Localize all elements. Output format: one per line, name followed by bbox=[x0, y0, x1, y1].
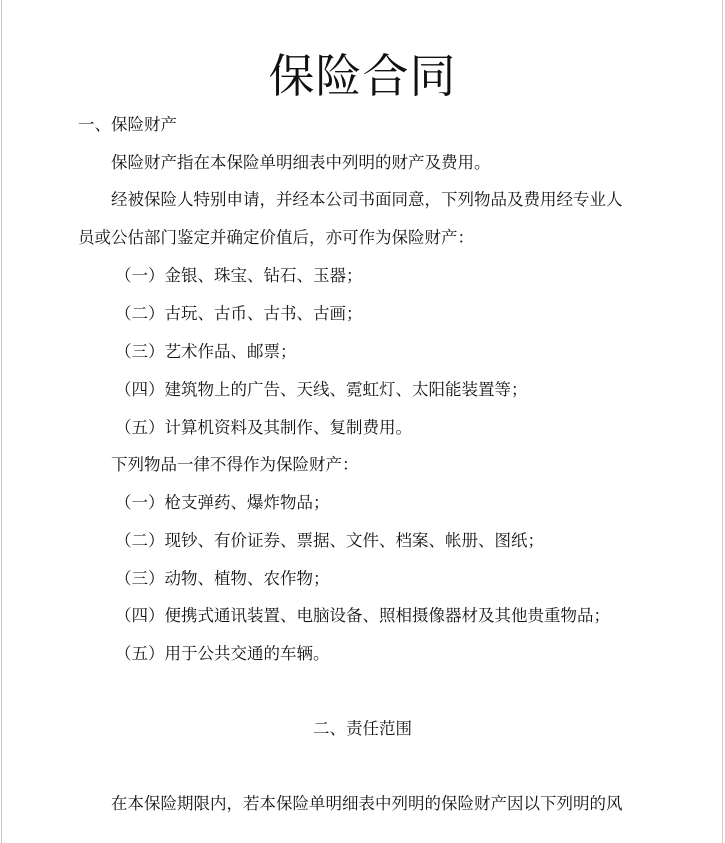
list-item-excluded-1: （一）枪支弹药、爆炸物品； bbox=[115, 493, 330, 512]
list-item-included-1: （一）金银、珠宝、钻石、玉器； bbox=[115, 266, 363, 285]
list-item-excluded-5: （五）用于公共交通的车辆。 bbox=[115, 644, 330, 663]
section-heading-scope-of-liability: 二、责任范围 bbox=[313, 719, 412, 738]
list-item-included-5: （五）计算机资料及其制作、复制费用。 bbox=[115, 418, 412, 437]
list-item-excluded-4: （四）便携式通讯装置、电脑设备、照相摄像器材及其他贵重物品； bbox=[115, 606, 610, 625]
paragraph-special-request-line-2: 员或公估部门鉴定并确定价值后，亦可作为保险财产： bbox=[78, 228, 474, 247]
document-title: 保险合同 bbox=[268, 49, 457, 103]
section-heading-insured-property: 一、保险财产 bbox=[78, 115, 177, 134]
paragraph-liability-line-1: 在本保险期限内，若本保险单明细表中列明的保险财产因以下列明的风 bbox=[111, 794, 623, 813]
paragraph-special-request-line-1: 经被保险人特别申请，并经本公司书面同意，下列物品及费用经专业人 bbox=[111, 190, 623, 209]
list-item-excluded-3: （三）动物、植物、农作物； bbox=[115, 569, 330, 588]
list-item-included-3: （三）艺术作品、邮票； bbox=[115, 342, 297, 361]
list-item-included-4: （四）建筑物上的广告、天线、霓虹灯、太阳能装置等； bbox=[115, 380, 528, 399]
list-item-included-2: （二）古玩、古币、古书、古画； bbox=[115, 304, 363, 323]
paragraph-insured-property-definition: 保险财产指在本保险单明细表中列明的财产及费用。 bbox=[111, 153, 491, 172]
paragraph-exclusion-intro: 下列物品一律不得作为保险财产： bbox=[111, 455, 359, 474]
list-item-excluded-2: （二）现钞、有价证券、票据、文件、档案、帐册、图纸； bbox=[115, 531, 544, 550]
